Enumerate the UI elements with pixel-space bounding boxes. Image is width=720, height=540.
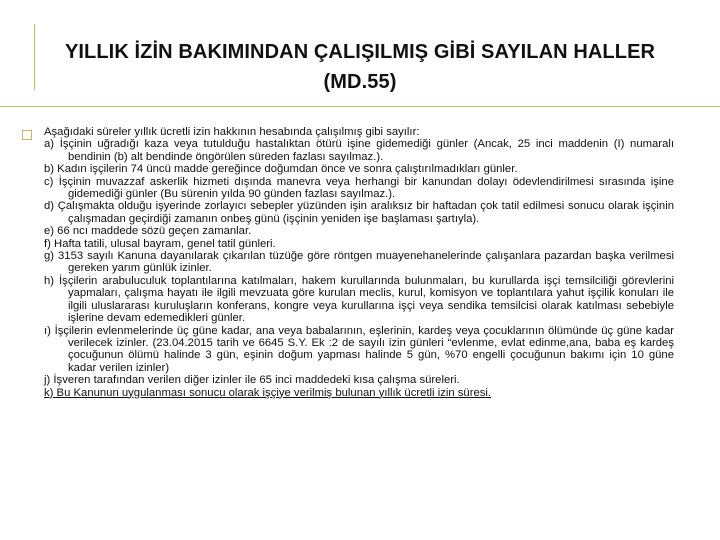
list-item-d: d) Çalışmakta olduğu işyerinde zorlayıcı sebepler yüzünden işin aralıksız bir haftadan çok tatil edilmesi sonucu olarak işçinin çalışmadan geçirdiği zamanın onbeş günü (işçinin yeniden işe başlaması şartıyla). — [44, 200, 674, 225]
list-item-i: ı) İşçilerin evlenmelerinde üç güne kadar, ana veya babalarının, eşlerinin, kardeş veya çocuklarının ölümünde üç güne kadar verilecek izinler. (23.04.2015 tarih ve 6645 S.Y. Ek :2 de sayılı izin günleri “evlenme, evlat edinme,ana, baba eş kardeş çocuğunun ölümü halinde 3 gün, eşinin doğum yapması halinde 5 gün, %70 engelli çocuğunun bakımı için 10 güne kadar verilen izinler) — [44, 324, 674, 374]
list-item-c: c) İşçinin muvazzaf askerlik hizmeti dışında manevra veya herhangi bir kanundan dolayı ödevlendirilmesi sırasında işine gidemediği günler (Bu sürenin yılda 90 günden fazlası sayılmaz.). — [44, 175, 674, 201]
list-item-h: h) İşçilerin arabuluculuk toplantılarına katılmaları, hakem kurullarında bulunmaları, bu kurullarda işçi temsilciliği görevlerini yapmaları, çalışma hayatı ile ilgili mevzuata göre kurulan meclis, kurul, komisyon ve toplantılara yahut işçilik konuları ile ilgili uluslararası kuruluşların konferans, kongre veya kurullarına işçi veya sendika temsilcisi olarak katılması sebebiyle işlerine devam edemedikleri günler. — [44, 274, 674, 325]
list-item-j: j) İşveren tarafından verilen diğer izinler ile 65 inci maddedeki kısa çalışma süreleri. — [44, 374, 460, 387]
list-item-a: a) İşçinin uğradığı kaza veya tutulduğu hastalıktan ötürü işine gidemediği günler (Ancak, 25 inci maddenin (I) numaralı bendinin (b) alt bendinde öngörülen süreden fazlası sayılmaz.). — [44, 138, 674, 163]
list-item-k: k) Bu Kanunun uygulanması sonucu olarak işçiye verilmiş bulunan yıllık ücretli izin süresi. — [44, 386, 492, 399]
item-list — [44, 138, 674, 399]
list-item-g: g) 3153 sayılı Kanuna dayanılarak çıkarılan tüzüğe göre röntgen muayenehanelerinde çalışanlara pazardan başka verilmesi gereken yarım günlük izinler. — [44, 250, 674, 275]
title-divider — [0, 106, 720, 107]
list-item-f: f) Hafta tatili, ulusal bayram, genel tatil günleri. — [44, 237, 276, 250]
page-title: YILLIK İZİN BAKIMINDAN ÇALIŞILMIŞ GİBİ SAYILAN HALLER (MD.55) — [64, 41, 656, 94]
bullet-square-icon — [22, 130, 32, 140]
list-item-b: b) Kadın işçilerin 74 üncü madde gereğince doğumdan önce ve sonra çalıştırılmadıkları günler. — [44, 163, 518, 176]
intro-paragraph: Aşağıdaki süreler yıllık ücretli izin hakkının hesabında çalışılmış gibi sayılır: — [44, 126, 420, 138]
body-text — [44, 126, 674, 399]
list-item-e: e) 66 ncı maddede sözü geçen zamanlar. — [44, 225, 252, 238]
